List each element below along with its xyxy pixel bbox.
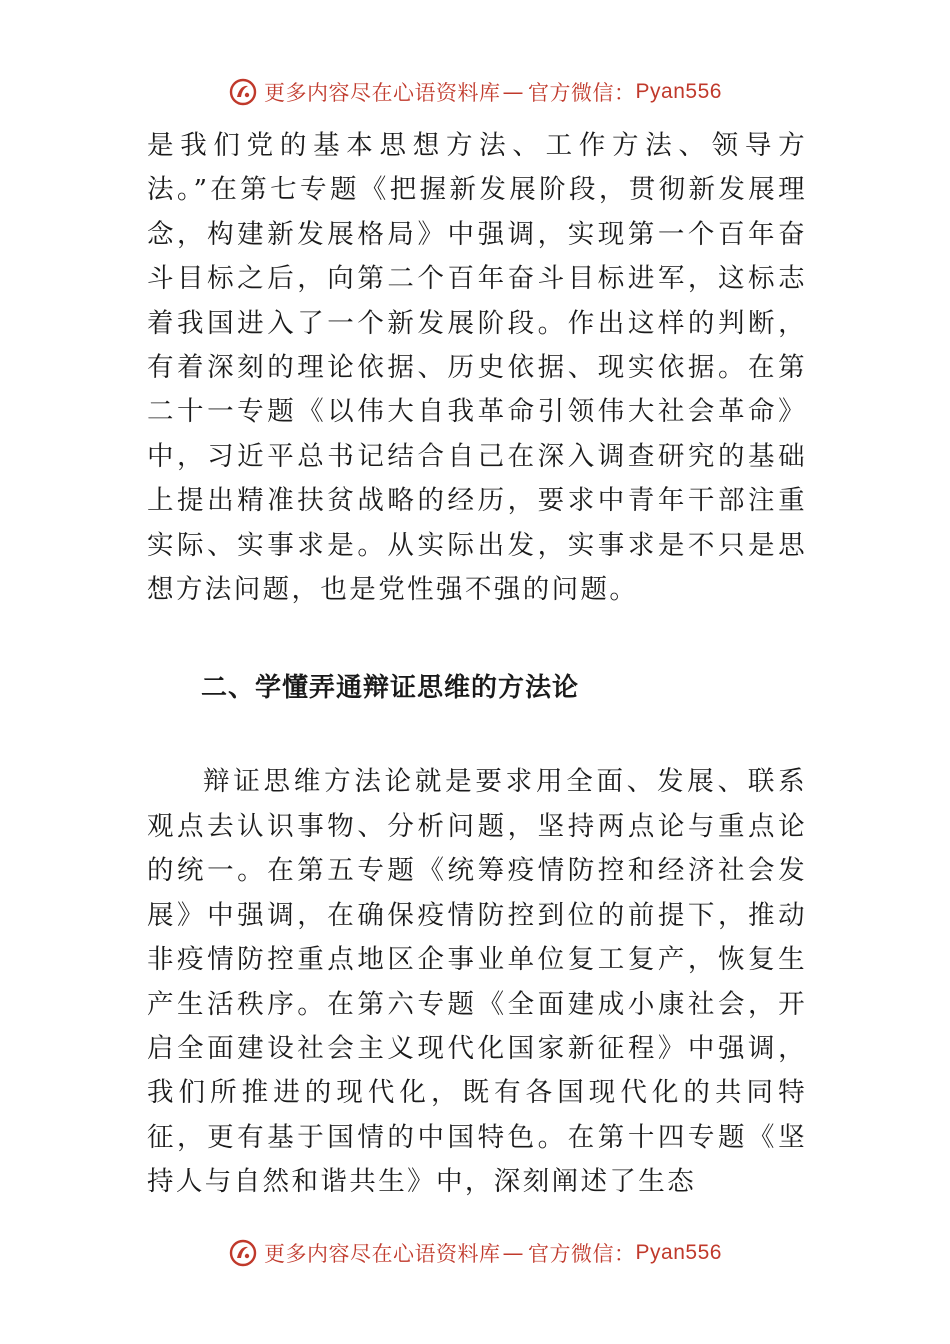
watermark-label: 官方微信： — [528, 1242, 636, 1266]
watermark-separator: — — [502, 80, 525, 104]
document-body — [147, 124, 807, 1205]
body-paragraph-2: 辩证思维方法论就是要求用全面、发展、联系观点去认识事物、分析问题，坚持两点论与重点论的统一。在第五专题《统筹疫情防控和经济社会发展》中强调，在确保疫情防控到位的前提下，推动非疫情防控重点地区企事业单位复工复产，恢复生产生活秩序。在第六专题《全面建成小康社会，开启全面建设社会主义现代化国家新征程》中强调，我们所推进的现代化，既有各国现代化的共同特征，更有基于国情的中国特色。在第十四专题《坚持人与自然和谐共生》中，深刻阐述了生态 — [147, 766, 807, 1198]
watermark-wechat-id: Pyan556 — [635, 1241, 722, 1264]
spacer — [147, 710, 807, 760]
watermark-separator: — — [502, 1241, 525, 1265]
body-paragraph-1: 是我们党的基本思想方法、工作方法、领导方法。”在第七专题《把握新发展阶段，贯彻新发展理念，构建新发展格局》中强调，实现第一个百年奋斗目标之后，向第二个百年奋斗目标进军，这标志着我国进入了一个新发展阶段。作出这样的判断，有着深刻的理论依据、历史依据、现实依据。在第二十一专题《以伟大自我革命引领伟大社会革命》中，习近平总书记结合自己在深入调查研究的基础上提出精准扶贫战略的经历，要求中青年干部注重实际、实事求是。从实际出发，实事求是不只是思想方法问题，也是党性强不强的问题。 — [147, 130, 807, 606]
watermark-wechat-id: Pyan556 — [635, 80, 722, 103]
header-watermark — [0, 72, 950, 112]
section-heading: 二、学懂弄通辩证思维的方法论 — [201, 673, 580, 704]
watermark-text: 更多内容尽在心语资料库 — [264, 1242, 501, 1266]
watermark-logo-icon — [228, 77, 258, 107]
footer-watermark — [0, 1233, 950, 1273]
watermark-label: 官方微信： — [528, 81, 636, 105]
watermark-text: 更多内容尽在心语资料库 — [264, 81, 501, 105]
watermark-logo-icon — [228, 1238, 258, 1268]
